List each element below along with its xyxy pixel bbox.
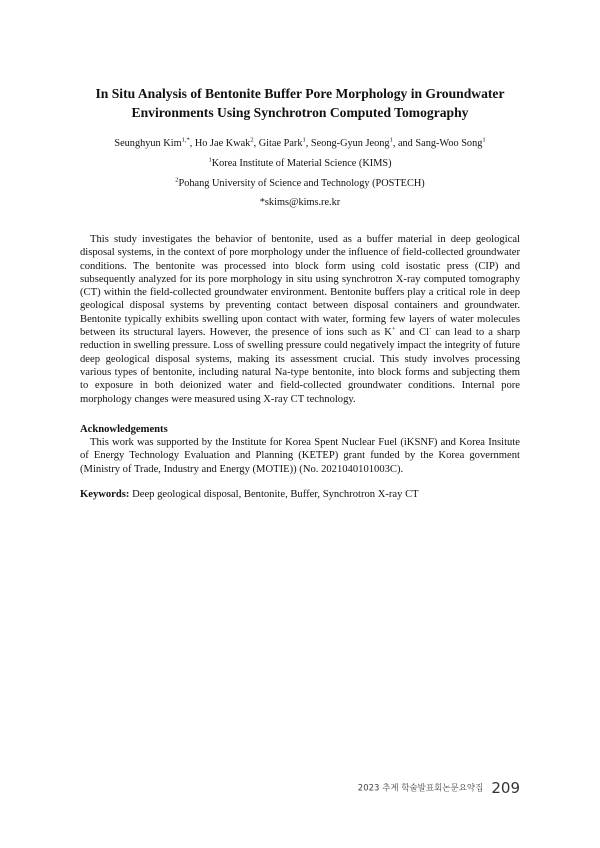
author-sup: 2: [250, 136, 254, 144]
author-list: [40, 137, 560, 151]
author-separator: ,: [189, 138, 195, 149]
affiliation-text: Pohang University of Science and Technology (POSTECH): [178, 178, 425, 189]
page-number: 209: [491, 778, 520, 797]
abstract-text: can lead to a sharp reduction in swelling pressure. Loss of swelling pressure could negatively impact the integrity of future deep geological disposal systems, making its assessment crucial. This study involves processing various types of bentonite, including natural Na-type bentonite, into block forms and subjecting them to exposure in both deionized water and field-collected groundwater conditions. Internal pore morphology changes were measured using X-ray CT technology.: [80, 327, 521, 405]
keywords-text: Deep geological disposal, Bentonite, Buffer, Synchrotron X-ray CT: [129, 489, 419, 500]
author-name: Ho Jae Kwak: [194, 138, 251, 149]
paper-title: [60, 84, 540, 122]
affiliation-text: Korea Institute of Material Science (KIMS): [211, 158, 392, 169]
affiliation-1: [40, 157, 560, 171]
footer-proceedings-title: 2023 추계 학술발표회논문요약집: [357, 783, 484, 794]
author-separator: ,: [305, 138, 311, 149]
abstract-text: and Cl: [395, 327, 430, 339]
author-separator: ,: [253, 138, 259, 149]
author-name: Seunghyun Kim: [114, 138, 182, 149]
chloride-ion-sup: -: [429, 325, 432, 333]
title-line-2: Environments Using Synchrotron Computed Tomography: [131, 105, 469, 120]
author-separator: , and: [392, 138, 416, 149]
keywords-label: Keywords:: [80, 489, 130, 500]
corresponding-email: *skims@kims.re.kr: [259, 197, 341, 208]
author-name: Gitae Park: [258, 138, 303, 149]
affiliation-sup: 1: [208, 156, 212, 164]
title-line-1: In Situ Analysis of Bentonite Buffer Pore Morphology in Groundwater: [95, 86, 505, 101]
affiliation-2: [40, 177, 560, 191]
author-sup: 1: [482, 136, 486, 144]
author-name: Seong-Gyun Jeong: [310, 138, 390, 149]
author-sup: 1: [389, 136, 393, 144]
affiliation-sup: 2: [175, 176, 179, 184]
abstract-text: This study investigates the behavior of bentonite, used as a buffer material in deep geological disposal systems, in the context of pore morphology under the influence of field-collected groundwater conditions. The bentonite was processed into block form using cold isostatic press (CIP) and subsequently analyzed for its pore morphology in situ using synchrotron X-ray computed tomography (CT) within the field-collected groundwater environment. Bentonite buffers play a critical role in deep geological disposal systems by preventing contact between disposal containers and groundwater. Bentonite typically exhibits swelling upon contact with water, forming few layers of water molecules between its structural layers. However, the presence of ions such as K: [80, 234, 520, 339]
author-name: Sang-Woo Song: [415, 138, 483, 149]
author-sup: 1,*: [181, 136, 190, 144]
page-footer: [358, 777, 520, 797]
author-sup: 1: [302, 136, 306, 144]
abstract-paragraph: [80, 233, 520, 406]
acknowledgements-text: This work was supported by the Institute for Korea Spent Nuclear Fuel (iKSNF) and Korea Insitute of Energy Technology Evaluation and Planning (KETEP) grant funded by the Korea government (Ministry of Trade, Industry and Energy (MOTIE)) (No. 2021040101003C).: [80, 437, 520, 475]
keywords: [80, 488, 520, 501]
potassium-ion-sup: +: [391, 325, 396, 333]
acknowledgements-heading: Acknowledgements: [80, 424, 168, 435]
